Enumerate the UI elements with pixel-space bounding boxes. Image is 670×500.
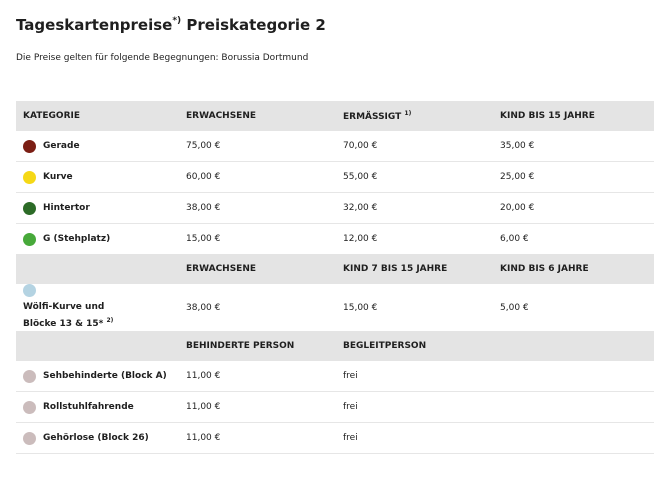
header-kind-7-bis-15: KIND 7 BIS 15 JAHRE [343, 254, 500, 284]
category-color-dot [23, 370, 36, 383]
header-empty [500, 331, 654, 361]
page-title-main: Tageskartenpreise [16, 16, 173, 34]
table-row [16, 131, 654, 162]
price-cell: frei [343, 361, 500, 392]
price-cell: 38,00 € [186, 193, 343, 224]
category-footnote: 2) [106, 317, 114, 324]
price-cell: 75,00 € [186, 131, 343, 162]
price-cell: 11,00 € [186, 392, 343, 423]
category-label: Gerade [43, 141, 80, 151]
category-label: G (Stehplatz) [43, 234, 111, 244]
table-header-row [16, 331, 654, 361]
category-color-dot [23, 202, 36, 215]
header-begleitperson: BEGLEITPERSON [343, 331, 500, 361]
category-label: Rollstuhlfahrende [43, 402, 134, 412]
price-cell: 15,00 € [343, 302, 378, 313]
price-cell: 70,00 € [343, 131, 500, 162]
category-color-dot [23, 171, 36, 184]
price-cell: 11,00 € [186, 423, 343, 454]
header-empty [16, 254, 186, 284]
price-cell: 35,00 € [500, 131, 654, 162]
header-kategorie: KATEGORIE [16, 101, 186, 131]
price-cell: 5,00 € [500, 302, 529, 313]
price-cell: frei [343, 423, 500, 454]
price-cell: 25,00 € [500, 162, 654, 193]
table-row [16, 284, 654, 331]
category-label: Hintertor [43, 203, 90, 213]
header-ermaessigt-footnote: 1) [404, 110, 412, 117]
page-title [16, 16, 326, 34]
header-erwachsene: ERWACHSENE [186, 101, 343, 131]
price-cell: 11,00 € [186, 361, 343, 392]
header-behinderte-person: BEHINDERTE PERSON [186, 331, 343, 361]
price-cell: 6,00 € [500, 234, 529, 244]
category-color-dot [23, 284, 36, 297]
table-row [16, 162, 654, 193]
header-kind-bis-6: KIND BIS 6 JAHRE [500, 254, 654, 284]
price-cell: 12,00 € [343, 234, 378, 244]
price-cell: 55,00 € [343, 162, 500, 193]
table-row [16, 361, 654, 392]
category-color-dot [23, 432, 36, 445]
table-row [16, 392, 654, 423]
category-label: Sehbehinderte (Block A) [43, 371, 167, 381]
page-subtitle: Die Preise gelten für folgende Begegnungen: Borussia Dortmund [16, 53, 309, 63]
price-cell: 32,00 € [343, 193, 500, 224]
category-label: Kurve [43, 172, 73, 182]
table-header-row [16, 254, 654, 284]
table-row [16, 423, 654, 454]
price-cell: 15,00 € [186, 234, 221, 244]
table-row [16, 224, 654, 255]
table-row [16, 193, 654, 224]
price-cell: 20,00 € [500, 193, 654, 224]
page-title-suffix: Preiskategorie 2 [181, 16, 326, 34]
category-label-line1: Wölfi-Kurve und [23, 302, 105, 312]
header-kind-bis-15: KIND BIS 15 JAHRE [500, 101, 654, 131]
price-cell: 60,00 € [186, 162, 343, 193]
price-cell: 38,00 € [186, 302, 221, 313]
category-color-dot [23, 401, 36, 414]
category-color-dot [23, 233, 36, 246]
category-label-line2: Blöcke 13 & 15* [23, 319, 104, 329]
category-label: Gehörlose (Block 26) [43, 433, 149, 443]
page-title-footnote: *) [172, 16, 182, 26]
table-header-row [16, 101, 654, 131]
header-erwachsene: ERWACHSENE [186, 254, 343, 284]
category-color-dot [23, 140, 36, 153]
header-ermaessigt-label: ERMÄSSIGT [343, 112, 402, 122]
price-cell: frei [343, 392, 500, 423]
header-ermaessigt [343, 101, 500, 131]
category-label [23, 301, 186, 331]
price-table [16, 101, 654, 454]
header-empty [16, 331, 186, 361]
